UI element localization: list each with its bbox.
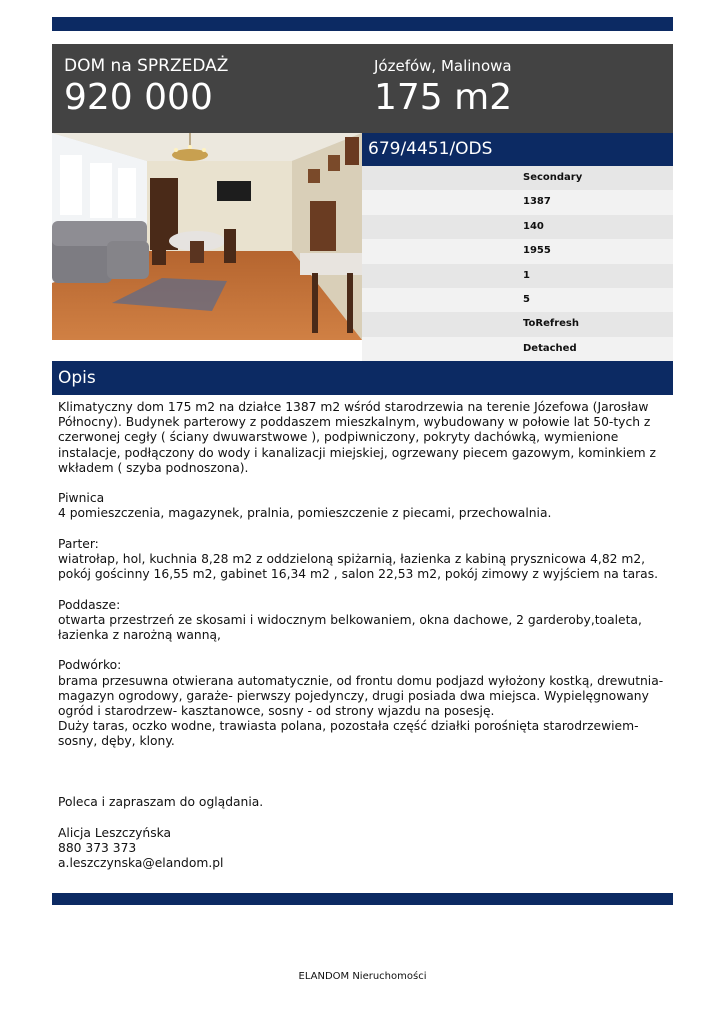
attic-text: otwarta przestrzeń ze skosami i widocznym belkowaniem, okna dachowe, 2 garderoby,toaleta, łazienka z narożną wanną, (58, 612, 642, 642)
ground-floor-title: Parter: (58, 536, 99, 551)
attic-title: Poddasze: (58, 597, 121, 612)
price-block (64, 56, 228, 118)
listing-header (52, 44, 673, 133)
basement-title: Piwnica (58, 491, 105, 506)
price: 920 000 (64, 77, 213, 118)
agent-email[interactable]: a.leszczynska@elandom.pl (58, 856, 224, 870)
yard-text: brama przesuwna otwierana automatycznie, od frontu domu podjazd wyłożony kostką, drewutnia-magazyn ogrodowy, garaże- pierwszy pojedynczy, drugi posiada dwa miejsca. Wypielęgnowany ogród i starodrzew- kasztanowce, sosny - od strony wjazdu na posesję. (58, 673, 664, 718)
yard-title: Podwórko: (58, 658, 122, 673)
attr-condition: ToRefresh (362, 312, 673, 336)
closing-line: Poleca i zapraszam do oglądania. (58, 795, 264, 810)
attribute-list (362, 166, 673, 361)
basement-text: 4 pomieszczenia, magazynek, pralnia, pomieszczenie z piecami, przechowalnia. (58, 506, 552, 521)
description-intro: Klimatyczny dom 175 m2 na działce 1387 m2 wśród starodrzewia na terenie Józefowa (Jarosław Północny). Budynek parterowy z poddaszem mieszkalnym, wybudowany w połowie lat 50-tych z czerwonej cegły ( ściany dwuwarstwowe ), podpiwniczony, pokryty dachówką, wymienione instalacje, podłączony do wody i kanalizacji miejskiej, ogrzewany piecem gazowym, kominkiem z wkładem ( szyba podnoszona). (58, 400, 656, 475)
attr-year-built: 1955 (362, 239, 673, 263)
attr-market-type: Secondary (362, 166, 673, 190)
offer-type: DOM na SPRZEDAŻ (64, 56, 229, 76)
attr-value-5: 5 (362, 288, 673, 312)
attr-value-1: 1 (362, 264, 673, 288)
attr-building-type: Detached (362, 337, 673, 361)
footer-company: ELANDOM Nieruchomości (298, 971, 427, 982)
location: Józefów, Malinowa (374, 57, 512, 75)
ground-floor-text: wiatrołap, hol, kuchnia 8,28 m2 z oddzieloną spiżarnią, łazienka z kabiną prysznicowa 4,82 m2, pokój gościnny 16,55 m2, gabinet 16,34 m2 , salon 22,53 m2, pokój zimowy z wyjściem na taras. (58, 552, 659, 582)
location-block (374, 56, 512, 118)
area: 175 m2 (374, 77, 513, 118)
yard-text-2: Duży taras, oczko wodne, trawiasta polana, pozostała część działki porośnięta starodrzewiem- sosny, dęby, klony. (58, 719, 639, 749)
description-body (58, 400, 666, 871)
top-divider-bar (52, 17, 673, 31)
attr-plot-area: 1387 (362, 190, 673, 214)
property-photo (52, 133, 362, 340)
attr-value-140: 140 (362, 215, 673, 239)
listing-reference: 679/4451/ODS (362, 133, 673, 166)
bottom-divider-bar (52, 893, 673, 905)
agent-name: Alicja Leszczyńska (58, 825, 172, 840)
description-heading: Opis (52, 361, 673, 395)
agent-phone[interactable]: 880 373 373 (58, 840, 137, 855)
